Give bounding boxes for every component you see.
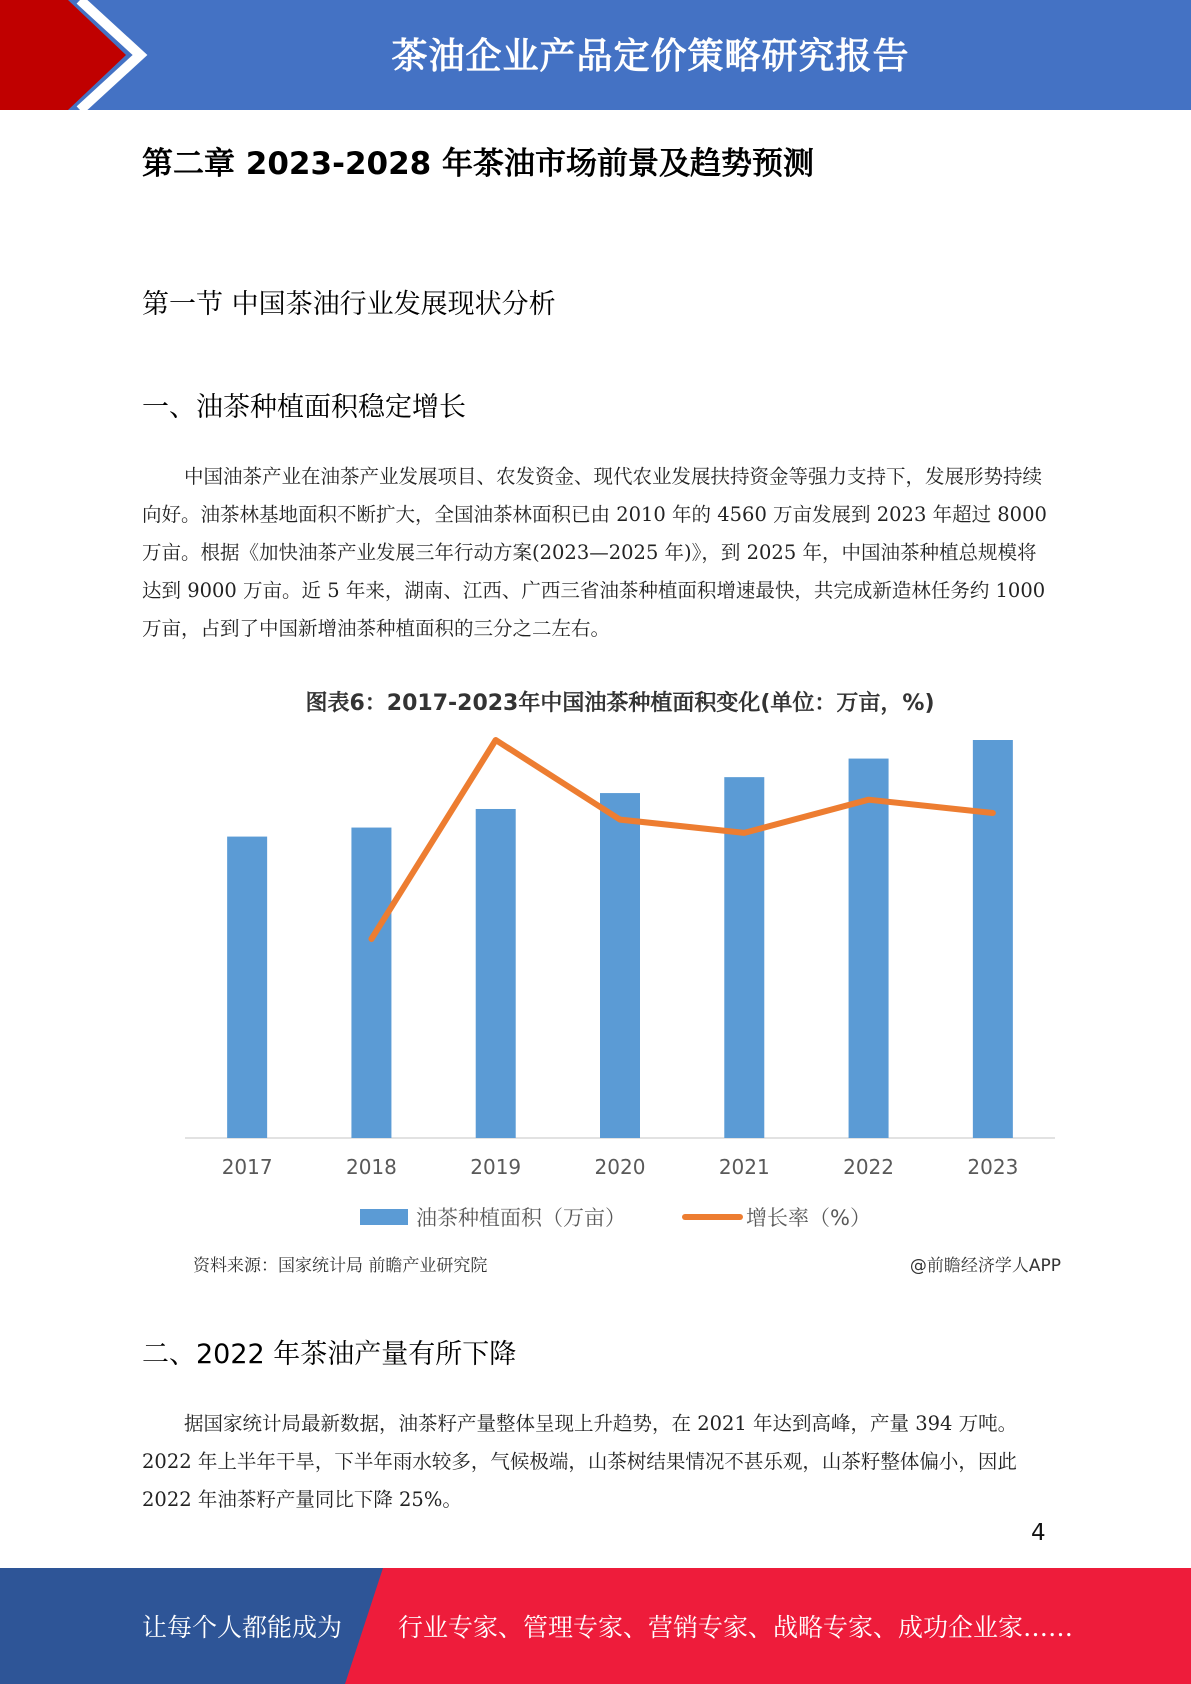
bar-2017 <box>227 837 267 1138</box>
section-title: 第一节 中国茶油行业发展现状分析 <box>142 289 556 320</box>
x-tick-label-2022: 2022 <box>843 1155 895 1179</box>
x-tick-label-2021: 2021 <box>718 1155 770 1179</box>
page-header <box>0 0 1191 110</box>
bar-2020 <box>600 793 640 1138</box>
chart-title: 图表6：2017-2023年中国油茶种植面积变化(单位：万亩，%) <box>305 691 935 716</box>
bar-2018 <box>351 828 391 1138</box>
legend-label-area: 油茶种植面积（万亩） <box>416 1206 626 1230</box>
x-tick-label-2019: 2019 <box>470 1155 522 1179</box>
planting-area-chart <box>180 730 1060 1240</box>
bar-2022 <box>849 759 889 1138</box>
x-tick-label-2020: 2020 <box>594 1155 646 1179</box>
paragraph-1: 中国油茶产业在油茶产业发展项目、农发资金、现代农业发展扶持资金等强力支持下，发展形势持续向好。油茶林基地面积不断扩大，全国油茶林面积已由 2010 年的 4560 万亩发展到 2023 年超过 8000 万亩。根据《加快油茶产业发展三年行动方案(2023—2025 年)》，到 2025 年，中国油茶种植总规模将达到 9000 万亩。近 5 年来，湖南、江西、广西三省油茶种植面积增速最快，共完成新造林任务约 1000 万亩，占到了中国新增油茶种植面积的三分之二左右。 <box>142 465 1047 640</box>
chart-credit: @前瞻经济学人APP <box>909 1256 1061 1276</box>
paragraph-2: 据国家统计局最新数据，油茶籽产量整体呈现上升趋势，在 2021 年达到高峰，产量 394 万吨。2022 年上半年干旱，下半年雨水较多，气候极端，山茶树结果情况不甚乐观，山茶籽整体偏小，因此 2022 年油茶籽产量同比下降 25%。 <box>142 1412 1018 1511</box>
x-tick-label-2018: 2018 <box>345 1155 397 1179</box>
footer-slogan-right: 行业专家、管理专家、营销专家、战略专家、成功企业家…… <box>398 1613 1074 1642</box>
subsection-title-1: 一、油茶种植面积稳定增长 <box>142 392 466 423</box>
chapter-title: 第二章 2023-2028 年茶油市场前景及趋势预测 <box>142 146 815 182</box>
bar-2019 <box>476 809 516 1138</box>
page-number: 4 <box>1031 1520 1046 1546</box>
subsection-title-2: 二、2022 年茶油产量有所下降 <box>142 1339 517 1370</box>
x-tick-label-2023: 2023 <box>967 1155 1019 1179</box>
page-footer <box>0 1568 1191 1684</box>
x-tick-label-2017: 2017 <box>221 1155 273 1179</box>
bar-2023 <box>973 740 1013 1138</box>
legend-swatch-area <box>360 1209 408 1225</box>
growth-rate-line <box>371 740 992 939</box>
chart-source: 资料来源：国家统计局 前瞻产业研究院 <box>193 1256 488 1276</box>
report-title: 茶油企业产品定价策略研究报告 <box>391 36 910 77</box>
legend-label-growth: 增长率（%） <box>746 1206 871 1230</box>
footer-slogan-left: 让每个人都能成为 <box>142 1613 343 1642</box>
